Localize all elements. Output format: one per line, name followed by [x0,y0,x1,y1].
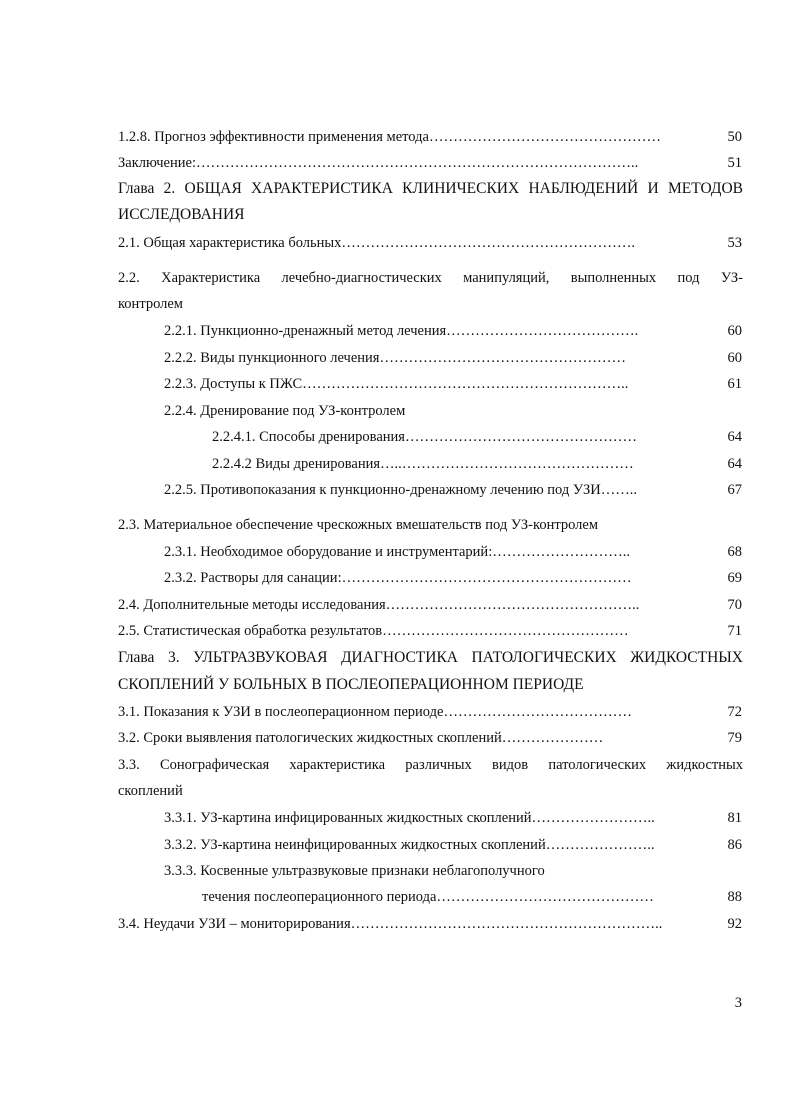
chapter-2-heading-line2: ИССЛЕДОВАНИЯ [118,206,245,223]
toc-entry [164,569,632,587]
toc-entry-title: 2.2.1. Пункционно-дренажный метод лечения [164,323,447,339]
toc-page-number: 60 [727,323,742,339]
toc-entry-line1: 2.2. Характеристика лечебно-диагностических манипуляций, выполненных под УЗ- [118,270,743,286]
toc-entry [118,622,629,640]
toc-entry [118,915,662,933]
toc-leaders: …………………………………. [446,323,639,339]
toc-leaders: ………………………………………………………….. [302,376,629,392]
toc-entry-title: 3.3.2. УЗ-картина неинфицированных жидкостных скоплений [164,837,546,853]
toc-leaders: ………………… [501,730,604,746]
toc-page-number: 64 [727,429,742,445]
toc-leaders: ……………………………………… [436,889,654,905]
toc-entry [164,543,630,561]
toc-entry [118,596,639,614]
chapter-3-heading-line2: СКОПЛЕНИЙ У БОЛЬНЫХ В ПОСЛЕОПЕРАЦИОННОМ ПЕРИОДЕ [118,676,584,693]
toc-entry [164,809,655,827]
toc-page-number: 72 [727,704,742,720]
toc-leaders: ………………….. [545,837,655,853]
toc-entry-line2: скоплений [118,783,183,799]
toc-entry [118,128,661,146]
toc-page-number: 67 [727,482,742,498]
toc-entry-line1: 3.3. Сонографическая характеристика различных видов патологических жидкостных [118,757,743,773]
toc-entry [118,703,632,721]
toc-page-number: 92 [727,916,742,932]
toc-entry-title: 2.2.2. Виды пункционного лечения [164,350,380,366]
toc-page-number: 61 [727,376,742,392]
toc-page-number: 60 [727,350,742,366]
toc-leaders: ……………………………………………………….. [350,916,663,932]
toc-page-number: 81 [727,810,742,826]
toc-entry-title: 2.2.4.1. Способы дренирования [212,429,405,445]
toc-entry-title: 2.3. Материальное обеспечение чрескожных вмешательств под УЗ-контролем [118,517,599,533]
toc-leaders: …………………………………………….. [385,597,640,613]
toc-entry-title: 2.4. Дополнительные методы исследования [118,597,386,613]
toc-leaders: …..………………………………………… [380,456,634,472]
toc-entry-title: 2.3.1. Необходимое оборудование и инструментарий: [164,544,493,560]
toc-leaders: ……………………………………………………. [341,235,636,251]
toc-entry-title: Заключение: [118,155,196,171]
toc-entry-title: 2.5. Статистическая обработка результатов [118,623,383,639]
toc-entry [212,428,637,446]
toc-leaders: …………………………………………… [379,350,626,366]
toc-leaders: …………………….. [531,810,655,826]
chapter-3-heading-line1: Глава 3. УЛЬТРАЗВУКОВАЯ ДИАГНОСТИКА ПАТОЛОГИЧЕСКИХ ЖИДКОСТНЫХ [118,649,743,666]
toc-entry [118,234,635,252]
toc-entry-title: 2.2.3. Доступы к ПЖС [164,376,303,392]
toc-page-number: 79 [727,730,742,746]
toc-leaders: …………………………………………… [382,623,629,639]
toc-leaders: ………………………………………… [428,129,661,145]
toc-page-number: 53 [727,235,742,251]
toc-entry-title: 3.4. Неудачи УЗИ – мониторирования [118,916,351,932]
toc-page-number: 68 [727,544,742,560]
toc-leaders: ………………………………………… [404,429,637,445]
toc-entry-title: 2.2.4. Дренирование под УЗ-контролем [164,403,406,419]
toc-leaders: ……………………………………………………………………………….. [195,155,639,171]
toc-entry-title: 2.2.4.2 Виды дренирования [212,456,381,472]
toc-entry [212,455,634,473]
toc-entry [118,154,638,172]
toc-entry [118,729,603,747]
toc-entry-title: 1.2.8. Прогноз эффективности применения метода [118,129,429,145]
page-number: 3 [734,995,742,1011]
chapter-2-heading-line1: Глава 2. ОБЩАЯ ХАРАКТЕРИСТИКА КЛИНИЧЕСКИХ НАБЛЮДЕНИЙ И МЕТОДОВ [118,180,743,197]
toc-entry-title: 3.3.1. УЗ-картина инфицированных жидкостных скоплений [164,810,532,826]
toc-entry [202,888,654,906]
toc-leaders: ……………………….. [492,544,630,560]
toc-entry-title: 3.2. Сроки выявления патологических жидкостных скоплений [118,730,502,746]
toc-entry-line2: контролем [118,296,183,312]
toc-entry-line1: 3.3.3. Косвенные ультразвуковые признаки неблагополучного [164,863,545,879]
toc-page-number: 88 [727,889,742,905]
toc-entry-title: 2.3.2. Растворы для санации: [164,570,342,586]
toc-entry [164,375,628,393]
toc-leaders: ………………………………… [443,704,632,720]
toc-page-number: 51 [727,155,742,171]
toc-leaders: …………………………………………………… [341,570,632,586]
toc-entry-title: течения послеоперационного периода [202,889,437,905]
toc-page-number: 71 [727,623,742,639]
toc-entry-title: 3.1. Показания к УЗИ в послеоперационном периоде [118,704,444,720]
toc-page-number: 86 [727,837,742,853]
toc-page-number: 69 [727,570,742,586]
toc-entry-title: 2.1. Общая характеристика больных [118,235,342,251]
toc-entry [164,349,626,367]
toc-page-number: 50 [727,129,742,145]
toc-page-number: 70 [727,597,742,613]
toc-entry-title: 2.2.5. Противопоказания к пункционно-дренажному лечению под УЗИ…….. [164,482,637,498]
toc-entry [164,322,638,340]
toc-page-number: 64 [727,456,742,472]
toc-entry [164,836,654,854]
